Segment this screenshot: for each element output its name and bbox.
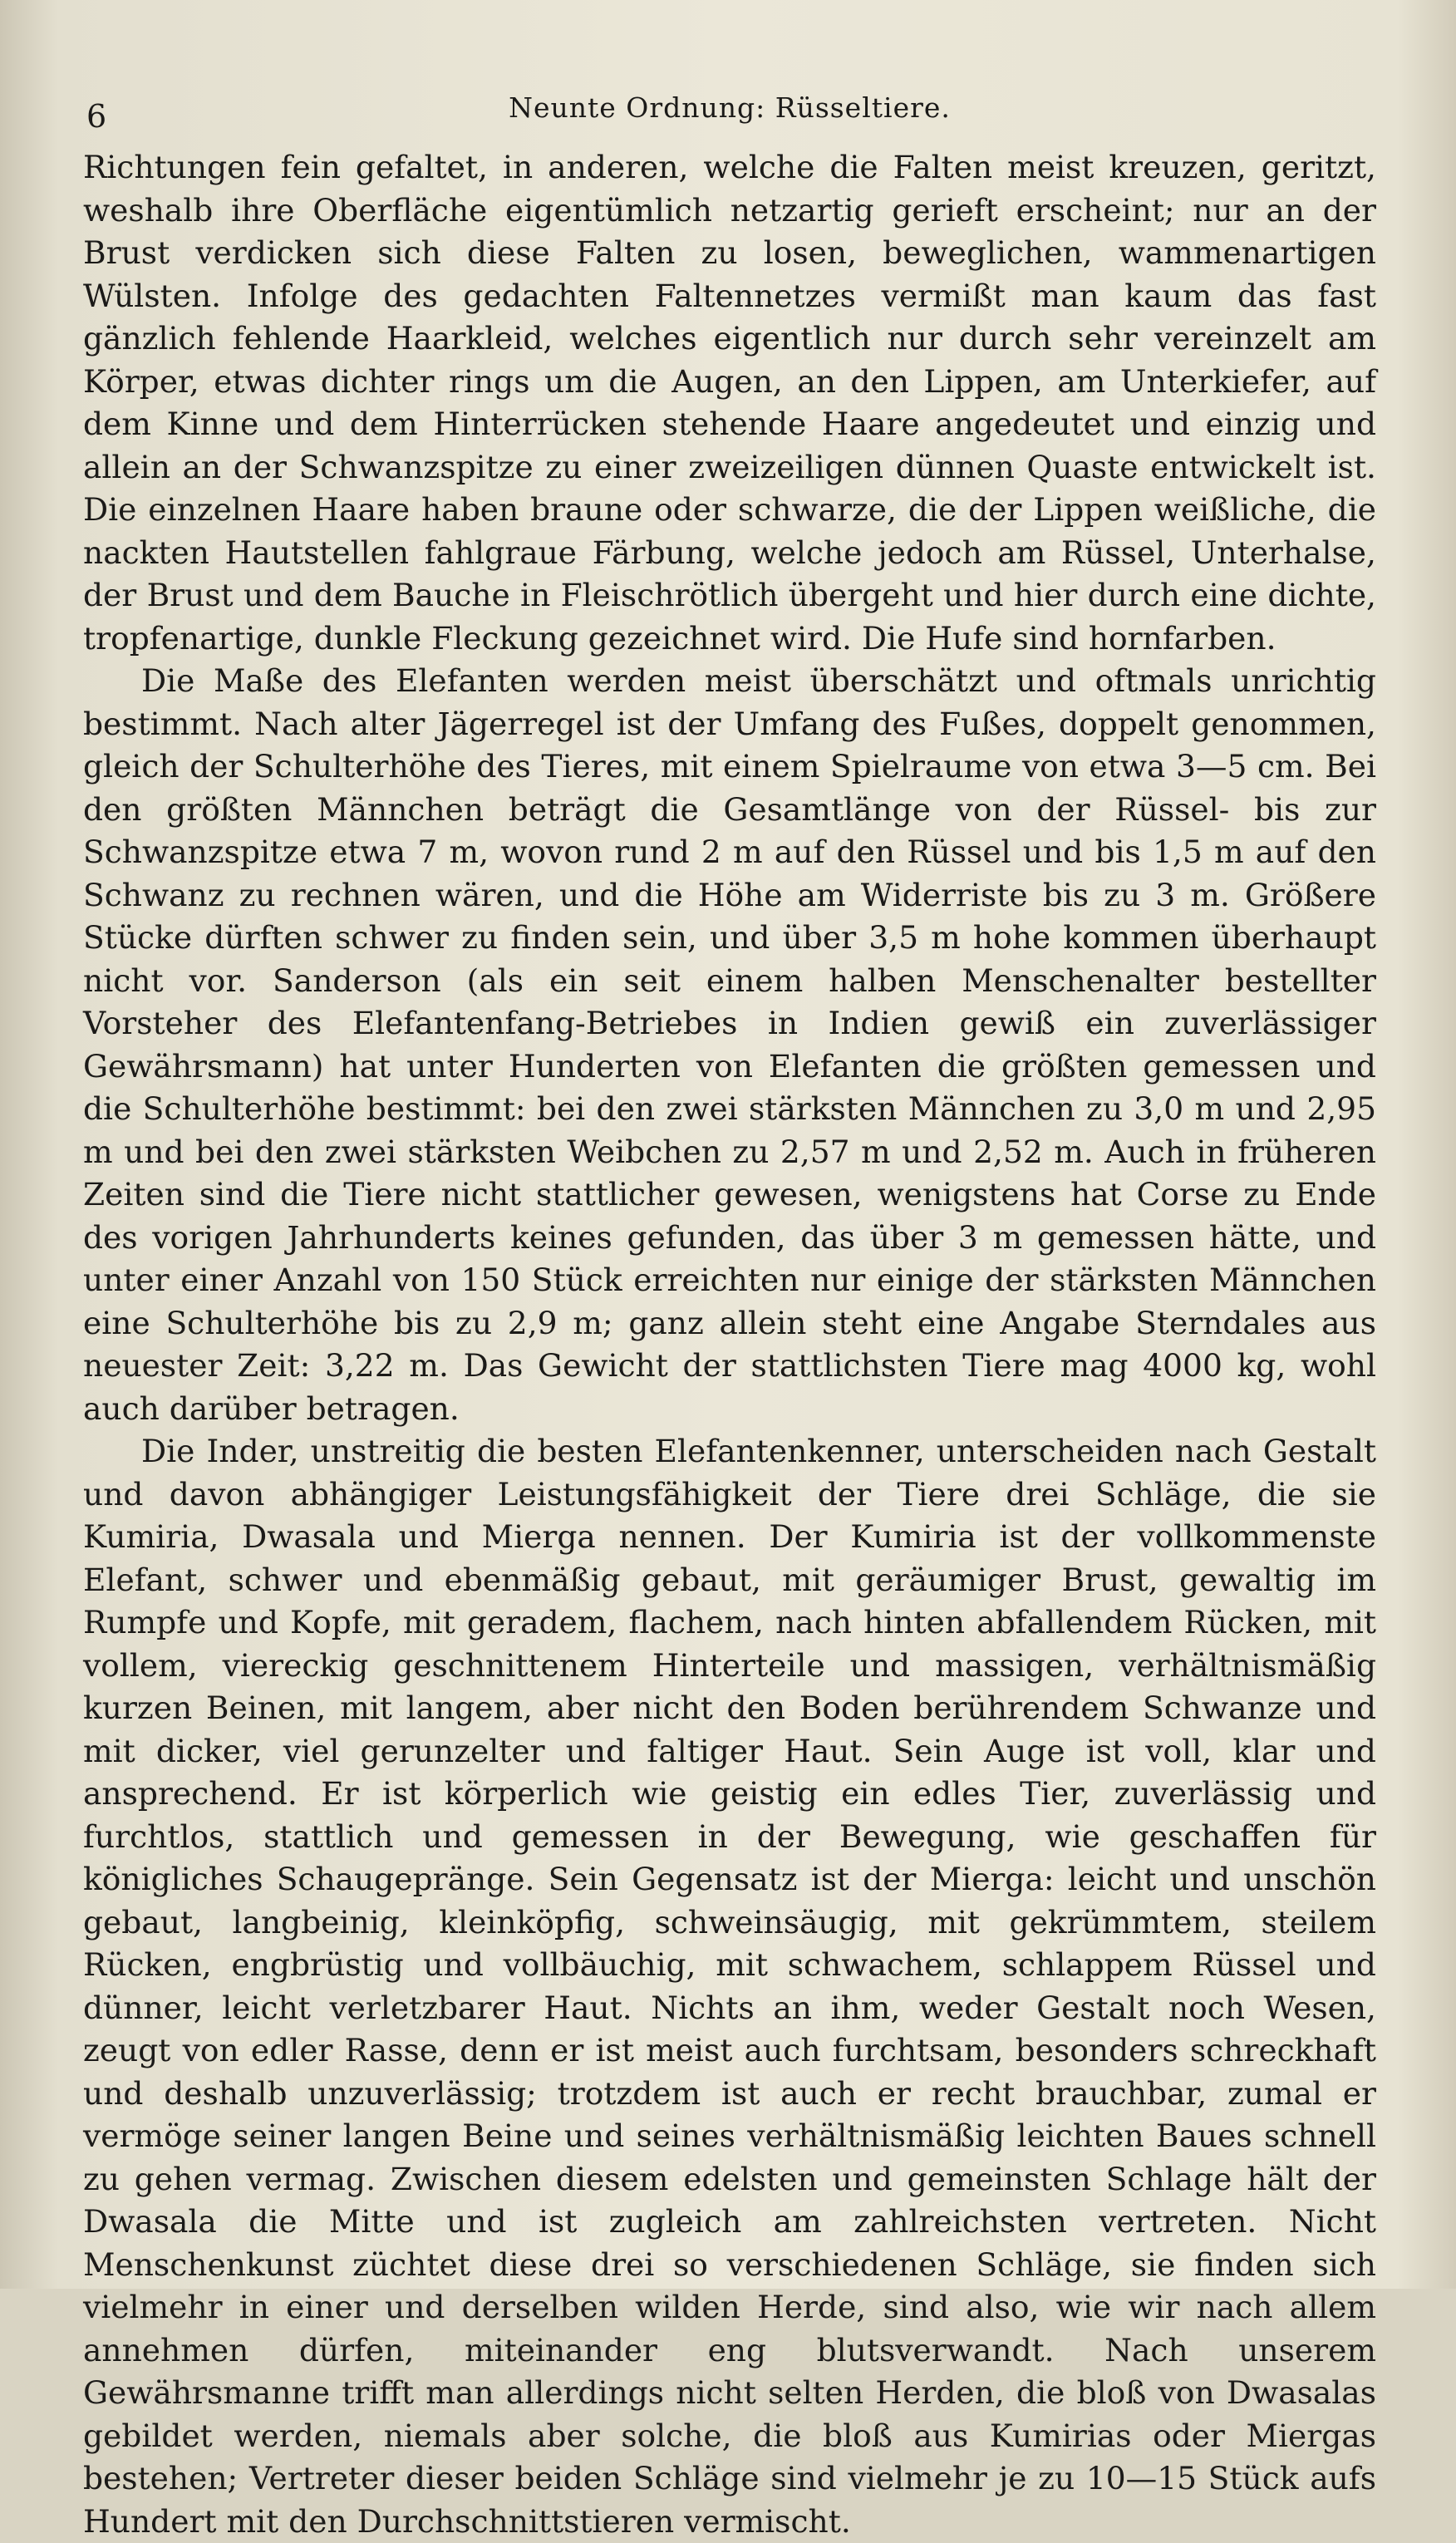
paragraph: Die Inder, unstreitig die besten Elefantenkenner, unterscheiden nach Gestalt und davon abhängiger Leistungsfähigkeit der Tiere drei Schläge, die sie Kumiria, Dwasala und Mierga nennen. Der Kumiria ist der vollkommenste Elefant, schwer und ebenmäßig gebaut, mit geräumiger Brust, gewaltig im Rumpfe und Kopfe, mit geradem, flachem, nach hinten abfallendem Rücken, mit vollem, viereckig geschnittenem Hinterteile und massigen, verhältnismäßig kurzen Beinen, mit langem, aber nicht den Boden berührendem Schwanze und mit dicker, viel gerunzelter und faltiger Haut. Sein Auge ist voll, klar und ansprechend. Er ist körperlich wie geistig ein edles Tier, zuverlässig und furchtlos, stattlich und gemessen in der Bewegung, wie geschaffen für königliches Schaugepränge. Sein Gegensatz ist der Mierga: leicht und unschön gebaut, langbeinig, kleinköpfig, schweinsäugig, mit gekrümmtem, steilem Rücken, engbrüstig und vollbäuchig, mit schwachem, schlappem Rüssel und dünner, leicht verletzbarer Haut. Nichts an ihm, weder Gestalt noch Wesen, zeugt von edler Rasse, denn er ist meist auch furchtsam, besonders schreckhaft und deshalb unzuverlässig; trotzdem ist auch er recht brauchbar, zumal er vermöge seiner langen Beine und seines verhältnismäßig leichten Baues schnell zu gehen vermag. Zwischen diesem edelsten und gemeinsten Schlage hält der Dwasala die Mitte und ist zugleich am zahlreichsten vertreten. Nicht Menschenkunst züchtet diese drei so verschiedenen Schläge, sie finden sich vielmehr in einer und derselben wilden Herde, sind also, wie wir nach allem annehmen dürfen, miteinander eng blutsverwandt. Nach unserem Gewährsmanne trifft man allerdings nicht selten Herden, die bloß von Dwasalas gebildet werden, niemals aber solche, die bloß aus Kumirias oder Miergas bestehen; Vertreter dieser beiden Schläge sind vielmehr je zu 10—15 Stück aufs Hundert mit den Durchschnittstieren vermischt. (83, 1433, 1376, 2540)
page-number: 6 (86, 98, 107, 135)
page-header (83, 80, 1376, 135)
paragraph: Richtungen fein gefaltet, in anderen, welche die Falten meist kreuzen, geritzt, weshalb ihre Oberfläche eigentümlich netzartig gerieft erscheint; nur an der Brust verdicken sich diese Falten zu losen, beweglichen, wammenartigen Wülsten. Infolge des gedachten Faltennetzes vermißt man kaum das fast gänzlich fehlende Haarkleid, welches eigentlich nur durch sehr vereinzelt am Körper, etwas dichter rings um die Augen, an den Lippen, am Unterkiefer, auf dem Kinne und dem Hinterrücken stehende Haare angedeutet und einzig und allein an der Schwanzspitze zu einer zweizeiligen dünnen Quaste entwickelt ist. Die einzelnen Haare haben braune oder schwarze, die der Lippen weißliche, die nackten Hautstellen fahlgraue Färbung, welche jedoch am Rüssel, Unterhalse, der Brust und dem Bauche in Fleischrötlich übergeht und hier durch eine dichte, tropfenartige, dunkle Fleckung gezeichnet wird. Die Hufe sind hornfarben. (83, 149, 1376, 657)
body-text (83, 146, 1376, 2543)
paragraph: Die Maße des Elefanten werden meist überschätzt und oftmals unrichtig bestimmt. Nach alter Jägerregel ist der Umfang des Fußes, doppelt genommen, gleich der Schulterhöhe des Tieres, mit einem Spielraume von etwa 3—5 cm. Bei den größten Männchen beträgt die Gesamtlänge von der Rüssel- bis zur Schwanzspitze etwa 7 m, wovon rund 2 m auf den Rüssel und bis 1,5 m auf den Schwanz zu rechnen wären, und die Höhe am Widerriste bis zu 3 m. Größere Stücke dürften schwer zu finden sein, und über 3,5 m hohe kommen überhaupt nicht vor. Sanderson (als ein seit einem halben Menschenalter bestellter Vorsteher des Elefantenfang-Betriebes in Indien gewiß ein zuverlässiger Gewährsmann) hat unter Hunderten von Elefanten die größten gemessen und die Schulterhöhe bestimmt: bei den zwei stärksten Männchen zu 3,0 m und 2,95 m und bei den zwei stärksten Weibchen zu 2,57 m und 2,52 m. Auch in früheren Zeiten sind die Tiere nicht stattlicher gewesen, wenigstens hat Corse zu Ende des vorigen Jahrhunderts keines gefunden, das über 3 m gemessen hätte, und unter einer Anzahl von 150 Stück erreichten nur einige der stärksten Männchen eine Schulterhöhe bis zu 2,9 m; ganz allein steht eine Angabe Sterndales aus neuester Zeit: 3,22 m. Das Gewicht der stattlichsten Tiere mag 4000 kg, wohl auch darüber betragen. (83, 662, 1376, 1427)
running-head: Neunte Ordnung: Rüsseltiere. (509, 91, 951, 124)
